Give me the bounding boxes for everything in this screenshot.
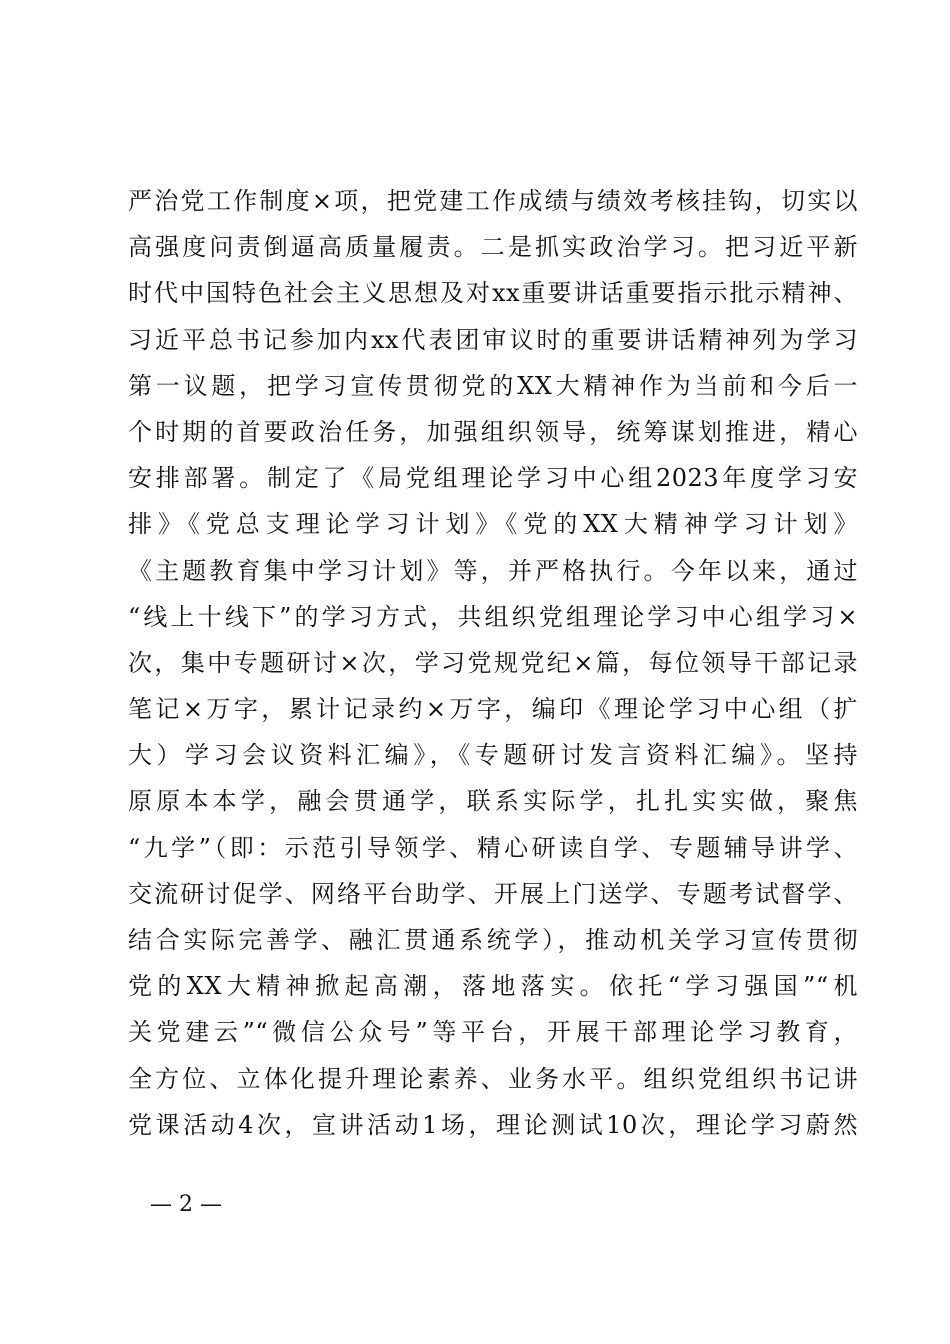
text-line-17: 结合实际完善学、融汇贯通系统学），推动机关学习宣传贯彻 (128, 926, 858, 954)
text-line-4: 习近平总书记参加内xx代表团审议时的重要讲话精神列为学习 (128, 325, 858, 354)
text-line-1: 严治党工作制度×项，把党建工作成绩与绩效考核挂钩，切实以 (128, 187, 858, 215)
text-line-3: 时代中国特色社会主义思想及对xx重要讲话重要指示批示精神、 (128, 279, 858, 308)
text-line-16: 交流研讨促学、网络平台助学、开展上门送学、专题考试督学、 (128, 879, 858, 908)
body-paragraph (128, 178, 858, 1148)
text-line-8: 排》《党总支理论学习计划》《党的XX大精神学习计划》 (128, 510, 858, 539)
text-line-13: 大）学习会议资料汇编》，《专题研讨发言资料汇编》。坚持 (128, 741, 858, 770)
text-line-12: 笔记×万字，累计记录约×万字，编印《理论学习中心组（扩 (128, 695, 858, 724)
text-line-19: 关党建云”“微信公众号”等平台，开展干部理论学习教育， (128, 1018, 858, 1047)
text-line-6: 个时期的首要政治任务，加强组织领导，统筹谋划推进，精心 (128, 417, 858, 446)
text-line-7: 安排部署。制定了《局党组理论学习中心组2023年度学习安 (128, 464, 858, 493)
text-line-15: “九学”（即：示范引导领学、精心研读自学、专题辅导讲学、 (128, 833, 858, 862)
text-line-18: 党的XX大精神掀起高潮，落地落实。依托“学习强国”“机 (128, 972, 858, 1001)
text-line-2: 高强度问责倒逼高质量履责。二是抓实政治学习。把习近平新 (128, 233, 858, 262)
text-line-10: “线上十线下”的学习方式，共组织党组理论学习中心组学习× (128, 602, 858, 631)
text-line-21: 党课活动4次，宣讲活动1场，理论测试10次，理论学习蔚然 (128, 1110, 858, 1139)
text-line-20: 全方位、立体化提升理论素养、业务水平。组织党组织书记讲 (128, 1064, 858, 1093)
text-line-5: 第一议题，把学习宣传贯彻党的XX大精神作为当前和今后一 (128, 371, 858, 400)
text-line-9: 《主题教育集中学习计划》等，并严格执行。今年以来，通过 (128, 556, 858, 585)
text-line-11: 次，集中专题研讨×次，学习党规党纪×篇，每位领导干部记录 (128, 648, 858, 677)
page-number: — 2 — (150, 1192, 222, 1217)
text-line-14: 原原本本学，融会贯通学，联系实际学，扎扎实实做，聚焦 (128, 787, 858, 816)
